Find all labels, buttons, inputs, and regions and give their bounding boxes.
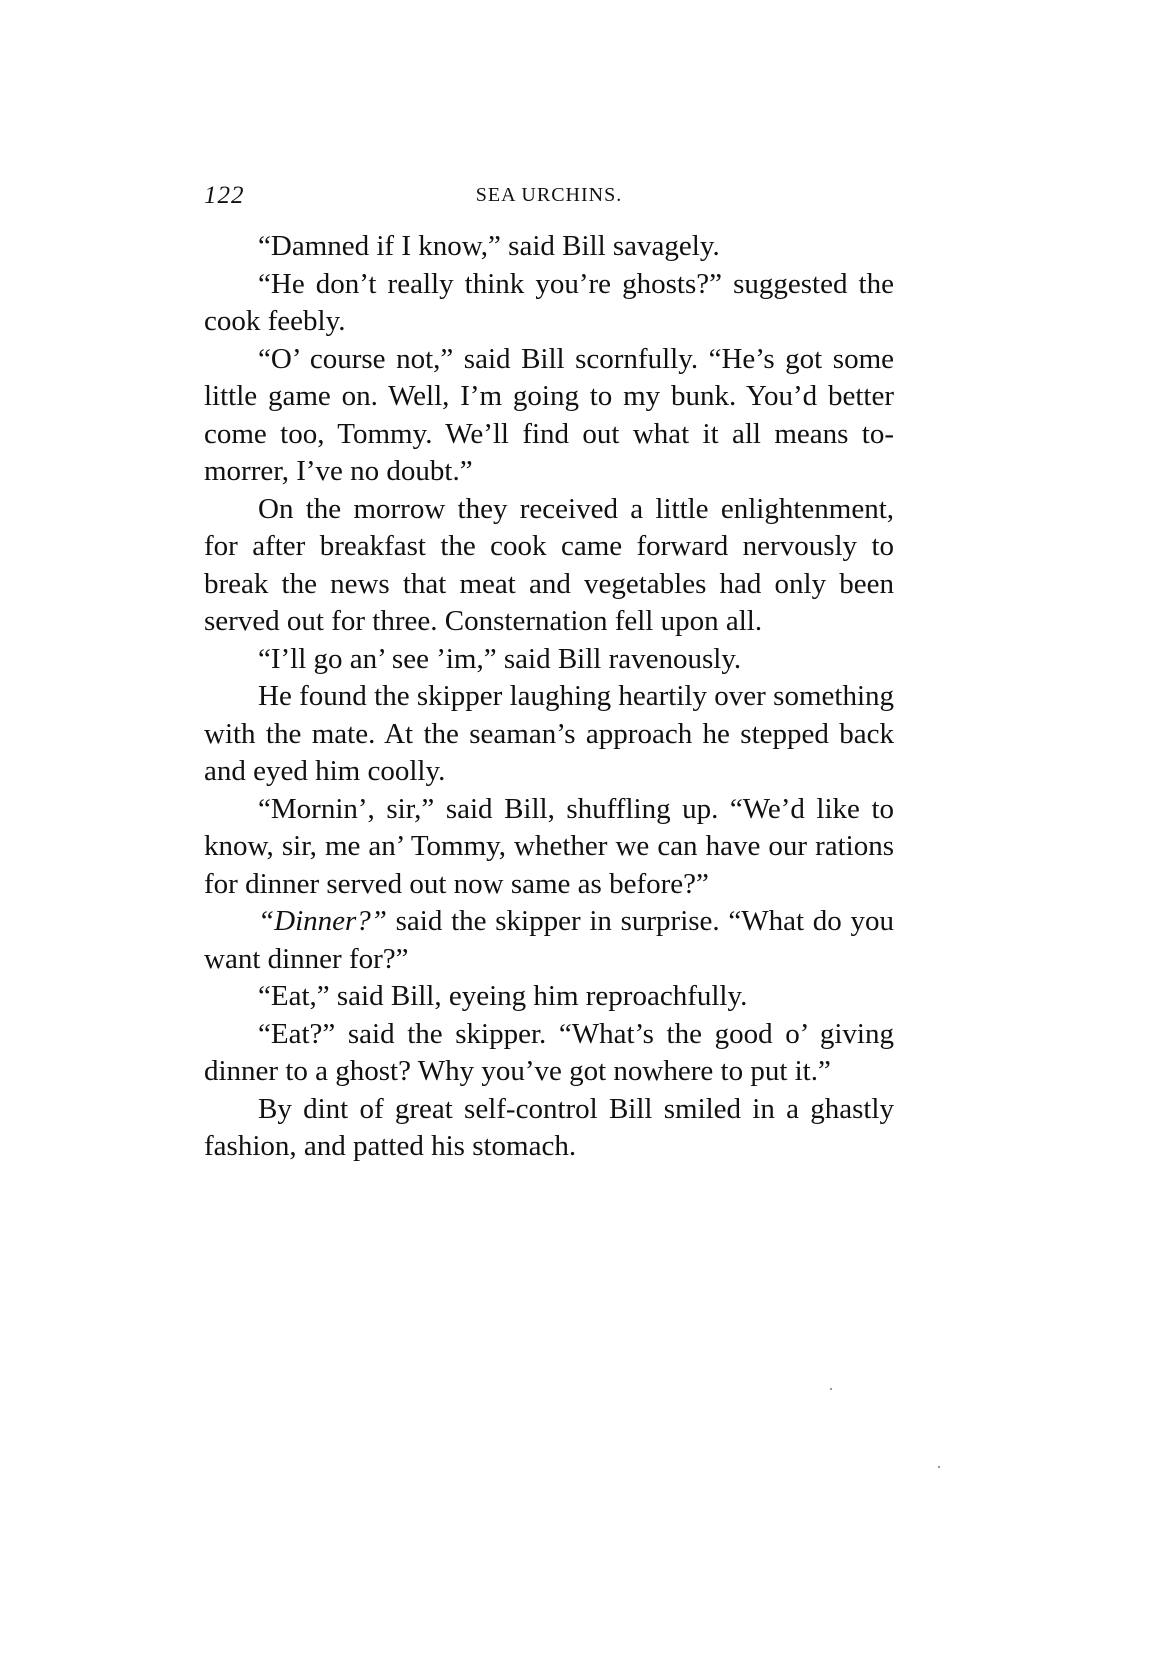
scan-speck [938,1466,940,1468]
paragraph: On the morrow they received a little enlightenment, for after breakfast the cook came forward nervously to break the news that meat and vegetables had only been served out for three. Consternation fell upon all. [204,492,894,637]
running-head: SEA URCHINS. [475,184,623,206]
paragraph: “O’ course not,” said Bill scornfully. “He’s got some little game on. Well, I’m going to my bunk. You’d better come too, Tommy. We’ll find out what it all means to-morrer, I’ve no doubt.” [204,342,894,487]
paragraph: “Eat,” said Bill, eyeing him reproachfully. [258,980,748,1012]
page-header [204,178,894,218]
paragraph [204,903,894,978]
paragraph: He found the skipper laughing heartily over something with the mate. At the seaman’s approach he stepped back and eyed him coolly. [204,680,894,787]
paragraph: “Mornin’, sir,” said Bill, shuffling up. “We’d like to know, sir, me an’ Tommy, whether we can have our rations for dinner served out now same as before?” [204,792,894,900]
paragraph: “He don’t really think you’re ghosts?” suggested the cook feebly. [204,267,894,337]
paragraph: By dint of great self-control Bill smiled in a ghastly fashion, and patted his stomach. [204,1092,894,1162]
paragraph-rest: said the skipper in surprise. “What do you want dinner for?” [204,905,894,975]
paragraph: “Damned if I know,” said Bill savagely. [258,230,720,262]
body-text [204,228,894,1166]
scan-speck [830,1388,832,1390]
paragraph: “I’ll go an’ see ’im,” said Bill ravenously. [258,642,742,675]
page-number: 122 [204,182,245,209]
italic-word: “Dinner?” [258,905,387,937]
paragraph: “Eat?” said the skipper. “What’s the good o’ giving dinner to a ghost? Why you’ve got nowhere to put it.” [204,1017,894,1087]
